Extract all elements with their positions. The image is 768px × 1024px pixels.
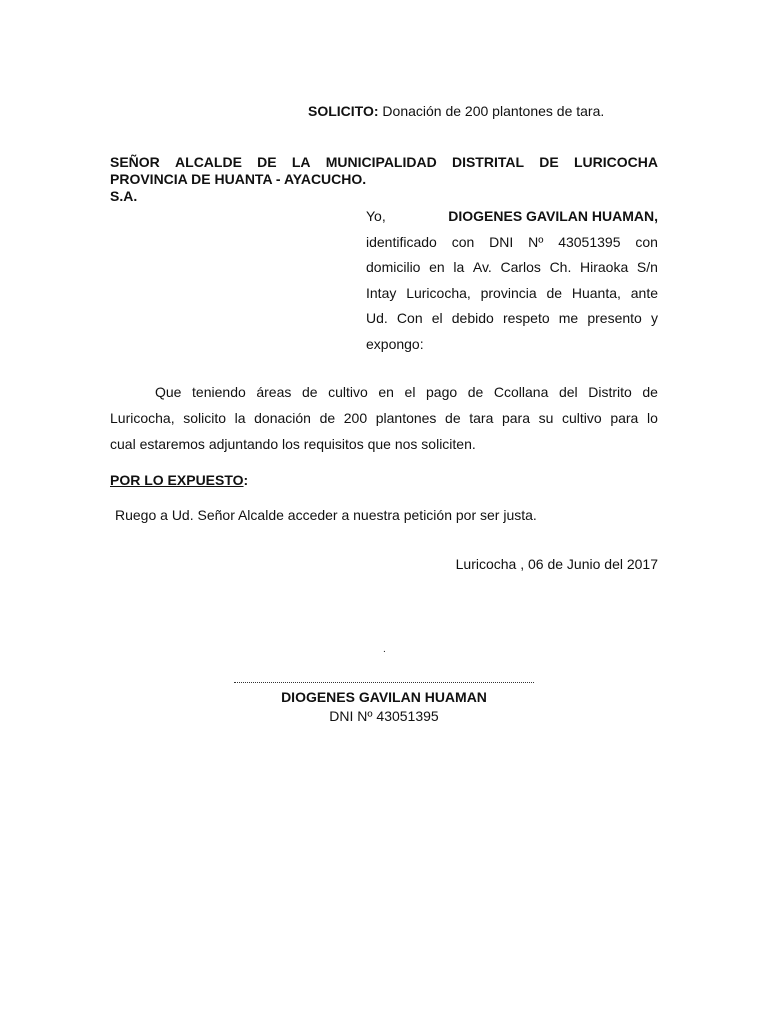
signature-dot: . <box>383 644 386 655</box>
word: 200 <box>343 410 368 426</box>
applicant-name: DIOGENES GAVILAN HUAMAN, <box>448 208 658 224</box>
word: Ud. <box>366 310 388 326</box>
expuesto-colon: : <box>243 472 249 488</box>
word: Intay <box>366 284 397 301</box>
word: Huanta, <box>571 284 621 301</box>
word: Nº <box>528 233 544 250</box>
word: áreas <box>256 384 292 400</box>
word: donación <box>254 410 311 426</box>
word: lo <box>646 410 658 426</box>
word: DNI <box>489 233 514 250</box>
place-date: Luricocha , 06 de Junio del 2017 <box>455 556 658 572</box>
addressee-word: MUNICIPALIDAD <box>325 154 437 170</box>
word: el <box>404 384 416 400</box>
word: solicito <box>183 410 226 426</box>
addressee-line-2: PROVINCIA DE HUANTA - AYACUCHO. <box>110 171 367 187</box>
body-paragraph <box>110 379 658 457</box>
word: Que <box>155 384 182 400</box>
word: me <box>558 310 579 326</box>
body-line <box>110 379 658 405</box>
intro-line <box>366 230 658 256</box>
word: ante <box>630 284 658 301</box>
word: de <box>642 384 658 400</box>
word: S/n <box>636 259 658 275</box>
intro-line <box>366 204 658 230</box>
addressee-word: SEÑOR <box>110 154 160 170</box>
word: con <box>635 233 658 250</box>
section-heading <box>110 472 248 488</box>
body-line: cual estaremos adjuntando los requisitos que nos soliciten. <box>110 436 476 452</box>
word: teniendo <box>192 384 246 400</box>
word: en <box>429 259 445 275</box>
signer-dni: DNI Nº 43051395 <box>329 708 439 724</box>
subject-text: Donación de 200 plantones de tara. <box>382 103 605 119</box>
addressee-word: LA <box>291 154 311 170</box>
intro-line <box>366 281 658 307</box>
word: debido <box>451 310 494 326</box>
word: domicilio <box>366 259 421 275</box>
word: tara <box>469 410 494 426</box>
word: de <box>301 384 318 400</box>
word: el <box>431 310 443 326</box>
word: para <box>610 410 639 426</box>
word: respeto <box>502 310 550 326</box>
word: Con <box>396 310 423 326</box>
intro-paragraph <box>366 204 658 357</box>
word: y <box>650 310 658 326</box>
word: 43051395 <box>558 233 621 250</box>
word: cultivo <box>562 410 602 426</box>
word: en <box>378 384 394 400</box>
word: para <box>501 410 530 426</box>
subject-line <box>308 103 604 119</box>
word: del <box>558 384 578 400</box>
word: de <box>445 410 461 426</box>
addressee-word: LURICOCHA <box>573 154 658 170</box>
word: Ccollana <box>493 384 549 400</box>
word: con <box>451 233 475 250</box>
word: su <box>538 410 554 426</box>
intro-line: expongo: <box>366 335 424 352</box>
addressee-word: DISTRITAL <box>451 154 525 170</box>
addressee-block <box>110 154 658 205</box>
intro-line <box>366 255 658 281</box>
word: Ch. <box>549 259 572 275</box>
word: Luricocha, <box>406 284 471 301</box>
word: provincia <box>480 284 537 301</box>
word: pago <box>426 384 458 400</box>
word: Luricocha, <box>110 410 175 426</box>
addressee-line-1 <box>110 154 658 171</box>
body-line <box>110 405 658 431</box>
addressee-word: DE <box>539 154 559 170</box>
addressee-word: DE <box>257 154 277 170</box>
word: Hiraoka <box>580 259 629 275</box>
word: Carlos <box>500 259 541 275</box>
intro-yo: Yo, <box>366 208 386 224</box>
word: la <box>234 410 246 426</box>
expuesto-label: POR LO EXPUESTO <box>110 472 244 488</box>
word: plantones <box>375 410 437 426</box>
word: presento <box>587 310 642 326</box>
word: de <box>467 384 484 400</box>
word: Distrito <box>588 384 632 400</box>
subject-label: SOLICITO: <box>308 103 379 119</box>
signature-line <box>234 678 534 683</box>
word: Av. <box>472 259 492 275</box>
word: cultivo <box>328 384 368 400</box>
word: identificado <box>366 233 437 250</box>
addressee-line-3: S.A. <box>110 188 138 204</box>
intro-line <box>366 306 658 332</box>
signer-name: DIOGENES GAVILAN HUAMAN <box>281 689 487 705</box>
request-text: Ruego a Ud. Señor Alcalde acceder a nuestra petición por ser justa. <box>115 507 537 523</box>
word: la <box>453 259 465 275</box>
word: de <box>319 410 336 426</box>
word: de <box>546 284 563 301</box>
addressee-word: ALCALDE <box>175 154 242 170</box>
